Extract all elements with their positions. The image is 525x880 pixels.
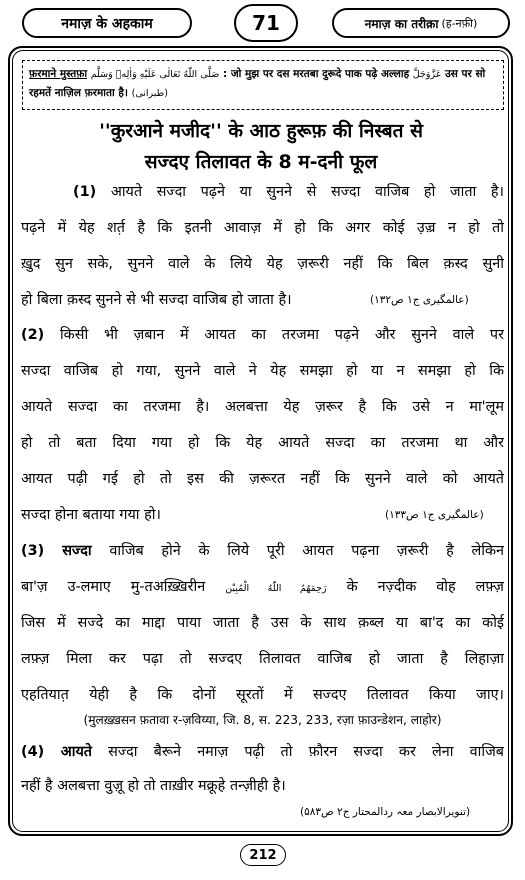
body-line: हो बिला क़स्द सुनने से भी सज्दा वाजिब हो जाता है। (21, 292, 292, 308)
footer-page-number (240, 844, 286, 866)
body-line: पढ़ने में येह शर्त़ है कि इतनी आवाज़ में हो कि अगर कोई उ़ज़्र न हो तो (21, 220, 504, 236)
header-book-title (22, 8, 192, 38)
point-number-1: (1) (73, 184, 97, 200)
body-line (21, 740, 504, 764)
body-line (21, 180, 504, 204)
farmane-salutation: صَلَّى اللّٰهُ تَعَالٰى عَلَيْهِ وَاٰلِهٖ وَسَلَّم (90, 69, 220, 80)
body-line: हो तो बता दिया गया हो कि येह आयते सज्दा का तरजमा था और (21, 435, 504, 451)
body-line (21, 323, 504, 347)
page-title-line-2: सज्दए तिलावत के 8 म-दनी फूल (144, 151, 378, 173)
farmane-label: फ़रमाने मुस्तफ़ा (29, 68, 88, 80)
farmane-text-c: रहमतें नाज़िल फ़रमाता है। (29, 87, 128, 99)
header-left-text: नमाज़ के अहकाम (61, 15, 153, 32)
body-line: आयत पढ़ी गई हो तो इस की ज़रूरत नहीं कि सुनने वाले को आयते (21, 471, 504, 487)
body-text: सज्दा बैरूने नमाज़ पढ़ी तो फ़ौरन सज्दा कर लेना वाजिब (108, 744, 504, 760)
farmane-text-b: उस पर सो (445, 68, 486, 80)
body-text: किसी भी ज़बान में आयत का तरजमा पढ़ने और सुनने वाले पर (59, 327, 504, 343)
body-line: जिस में सज्दे का माद्दा पाया जाता है उस के साथ क़ब्ल या बा'द का कोई (21, 615, 504, 631)
arabic-dua-rahimahum: رَحِمَهُمُ اللّٰهُ الْمُبِيْن (225, 583, 327, 594)
farmane-mustafa-box (22, 60, 504, 110)
header-right-text: नमाज़ का तरीक़ा (364, 16, 439, 31)
body-line (21, 575, 504, 601)
body-line (21, 539, 504, 563)
body-text: के नज़्दीक वोह लफ़्ज़ (346, 579, 504, 595)
reference-alamgiri-132: (عالمگیری ج۱ ص۱۳۲) (370, 294, 469, 306)
point-number-2: (2) (21, 327, 45, 343)
body-line: एहतियात़ येही है कि दोनों सूरतों में सज्दए तिलावत किया जाए। (21, 687, 504, 703)
farmane-azza: عَزَّوَجَلَّ (412, 69, 442, 80)
header-chapter-title (332, 8, 510, 38)
page-title-line-1 (16, 117, 506, 143)
reference-alamgiri-133: (عالمگیری ج۱ ص۱۳۳) (385, 509, 484, 521)
header-right-sub: (ह-नफ़ी) (441, 16, 478, 30)
body-line: नहीं है अलबत्ता वुज़ू हो तो ताख़ीर मक्रूहे तन्ज़ीही है। (21, 778, 286, 794)
farmane-source: (طبرانی) (131, 88, 168, 99)
body-line: आयते सज्दा का तरजमा है। अलबत्ता येह ज़रूर है कि उसे न मा'लूम (21, 399, 504, 415)
farmane-allah: अल्लाह (380, 68, 410, 80)
reference-fatawa-razawiyya: (मुलख़्ख़सन फ़तावा र-ज़विय्या, जि. 8, स. 223, 233, रज़ा फ़ाउन्डेशन, लाहोर) (83, 713, 442, 727)
farmane-text-a: : जो मुझ पर दस मरतबा दुरूदे पाक पढ़े (223, 68, 378, 80)
body-text: बा'ज़ उ-लमाए मु-तअख़्ख़िरीन (21, 579, 206, 595)
body-line: लफ़्ज़ मिला कर पढ़ा तो सज्दए तिलावत वाजिब हो जाता है लिहाज़ा (21, 651, 504, 667)
body-line: ख़ुद सुन सके, सुनने वाले के लिये येह ज़रूरी नहीं कि बिल क़स्द सुनी (21, 256, 504, 272)
header-page-number (234, 4, 298, 42)
header-page-number-text: 71 (252, 11, 280, 35)
point-number-3: (3) सज्दा (21, 543, 92, 559)
footer-page-number-text: 212 (249, 847, 277, 863)
title-line-1-rest: के आठ हुरूफ़ की निस्बत से (228, 120, 423, 142)
body-text: आयते सज्दा पढ़ने या सुनने से सज्दा वाजिब हो जाता है। (110, 184, 504, 200)
reference-tanweer-ul-absar: (تنویرالابصار معہ ردالمحتار ج۲ ص۵۸۳) (300, 806, 471, 818)
point-number-4: (4) आयते (21, 744, 93, 760)
body-line: सज्दा वाजिब हो गया, सुनने वाले ने येह समझा हो या न समझा हो कि (21, 363, 504, 379)
body-line: सज्दा होना बताया गया हो। (21, 507, 161, 523)
title-quran-majeed: ''कुरआने मजीद'' (99, 120, 222, 142)
body-text: वाजिब होने के लिये पूरी आयत पढ़ना ज़रूरी है लेकिन (109, 543, 504, 559)
